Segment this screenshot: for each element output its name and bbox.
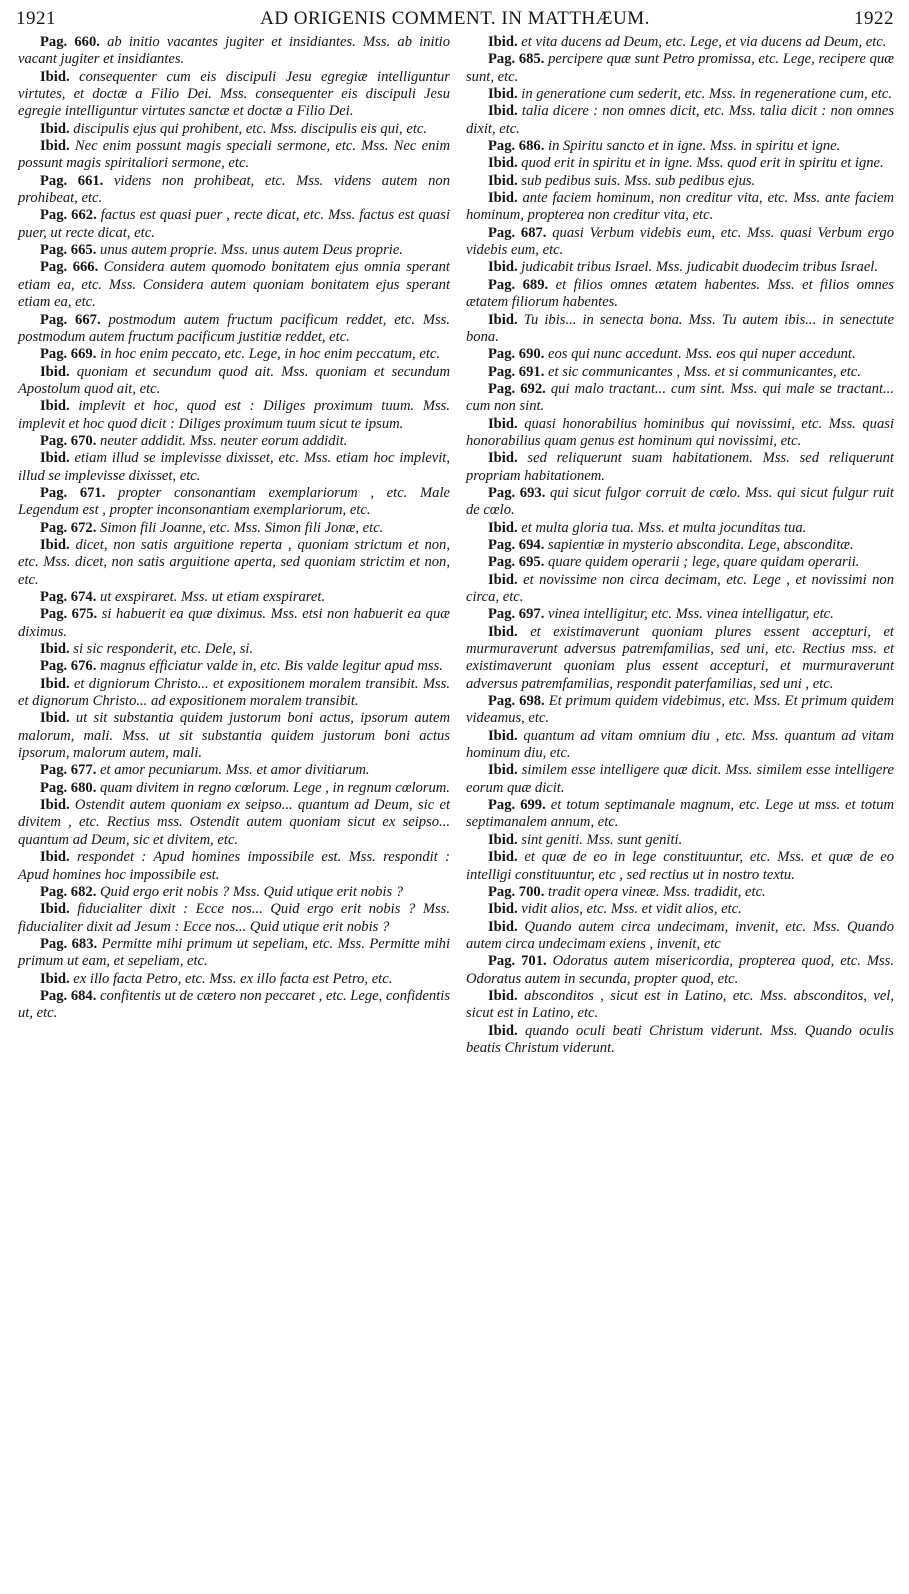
page-reference: Ibid.: [40, 710, 70, 727]
note-text: et sic communicantes , Mss. et si communicantes, etc.: [548, 363, 861, 380]
note-text: quod erit in spiritu et in igne. Mss. quod erit in spiritu et igne.: [521, 155, 884, 172]
note-text: qui malo tractant... cum sint. Mss. qui male se tractant... cum non sint.: [466, 380, 894, 415]
page-reference: Pag. 672.: [40, 519, 97, 536]
note-text: vidit alios, etc. Mss. et vidit alios, etc.: [521, 901, 742, 918]
page-reference: Pag. 680.: [40, 779, 97, 796]
page-reference: Ibid.: [40, 797, 70, 814]
note-text: postmodum autem fructum pacificum reddet, etc. Mss. postmodum autem fructum pacificum justitiæ reddet, etc.: [18, 311, 450, 345]
note-entry: [466, 797, 894, 832]
note-entry: [18, 988, 450, 1023]
note-text: discipulis ejus qui prohibent, etc. Mss. discipulis eis qui, etc.: [73, 120, 428, 137]
page-reference: Pag. 690.: [488, 346, 545, 363]
note-entry: [18, 138, 450, 173]
page-header: [16, 8, 894, 34]
note-text: neuter addidit. Mss. neuter eorum addidit.: [100, 432, 348, 449]
page-reference: Ibid.: [40, 138, 70, 155]
note-entry: [466, 346, 894, 363]
note-text: Nec enim possunt magis speciali sermone, etc. Mss. Nec enim possunt magis spiritaliori sermone, etc.: [18, 138, 450, 172]
page-reference: Ibid.: [488, 34, 518, 50]
note-text: eos qui nunc accedunt. Mss. eos qui nuper accedunt.: [548, 346, 856, 363]
note-text: fiducialiter dixit : Ecce nos... Quid ergo erit nobis ? Mss. fiducialiter dixit ad Jesum : Ecce nos... Quid utique erit nobis ?: [18, 901, 450, 935]
column-number-left: 1921: [16, 8, 56, 29]
note-text: in hoc enim peccato, etc. Lege, in hoc enim peccatum, etc.: [100, 346, 441, 363]
note-entry: [466, 103, 894, 138]
page-reference: Ibid.: [488, 571, 518, 588]
note-text: sapientiæ in mysterio abscondita. Lege, absconditæ.: [548, 536, 854, 553]
note-entry: [466, 554, 894, 571]
page-reference: Pag. 670.: [40, 432, 97, 449]
page-reference: Pag. 674.: [40, 589, 97, 605]
note-text: Considera autem quomodo bonitatem ejus omnia sperant etiam ea, etc. Mss. Considera autem quoniam bonitatem ejus sperant etiam ea, etc.: [18, 259, 450, 311]
running-title: AD ORIGENIS COMMENT. IN MATTHÆUM.: [260, 8, 650, 29]
note-text: vinea intelligitur, etc. Mss. vinea intelligatur, etc.: [548, 606, 834, 623]
note-text: Ostendit autem quoniam ex seipso... quantum ad Deum, sic et divitem , etc. Rectius mss. Ostendit autem quoniam sicut ex seipso... quantum ad Deum, sic et divitem, etc.: [18, 797, 450, 848]
page-reference: Ibid.: [488, 172, 518, 189]
note-text: magnus efficiatur valde in, etc. Bis valde legitur apud mss.: [100, 658, 443, 675]
note-entry: [466, 485, 894, 520]
note-text: confitentis ut de cætero non peccaret , etc. Lege, confidentis ut, etc.: [18, 987, 450, 1022]
page-reference: Pag. 677.: [40, 762, 97, 779]
note-entry: [466, 277, 894, 312]
page-reference: Pag. 660.: [40, 34, 100, 50]
note-text: similem esse intelligere quæ dicit. Mss. similem esse intelligere eorum quæ dicit.: [466, 762, 894, 796]
note-entry: [18, 589, 450, 606]
note-entry: [18, 658, 450, 675]
note-entry: [18, 676, 450, 711]
page-reference: Ibid.: [488, 259, 518, 276]
note-entry: [466, 155, 894, 172]
page-reference: Pag. 669.: [40, 346, 97, 363]
page-reference: Pag. 700.: [488, 883, 545, 900]
note-entry: [18, 69, 450, 121]
page-reference: Pag. 675.: [40, 606, 98, 623]
left-column: [18, 34, 450, 1023]
note-entry: [466, 416, 894, 451]
note-text: et quæ de eo in lege constituuntur, etc. Mss. et quæ de eo intelligi constituuntur, etc , sed rectius ut in nostro textu.: [466, 849, 894, 883]
note-text: et digniorum Christo... et expositionem moralem transibit. Mss. et dignorum Christo... ad expositionem moralem transibit.: [18, 675, 450, 710]
note-text: ex illo facta Petro, etc. Mss. ex illo facta est Petro, etc.: [73, 970, 393, 987]
note-entry: [18, 901, 450, 936]
note-text: et novissime non circa decimam, etc. Lege , et novissimi non circa, etc.: [466, 571, 894, 605]
page-reference: Ibid.: [488, 831, 518, 848]
note-text: consequenter cum eis discipuli Jesu egregiæ intelliguntur virtutes, et doctæ a Filio Dei. Mss. consequenter eis discipuli Jesu egregie intelliguntur virtutes sanctæ et doctæ a Filio Dei.: [18, 68, 450, 120]
page-reference: Pag. 699.: [488, 797, 546, 814]
note-text: sint geniti. Mss. sunt geniti.: [521, 831, 683, 848]
note-text: Simon fili Joanne, etc. Mss. Simon fili Jonæ, etc.: [100, 519, 384, 536]
page-reference: Ibid.: [488, 86, 518, 103]
page-reference: Pag. 687.: [488, 224, 547, 241]
note-text: factus est quasi puer , recte dicat, etc. Mss. factus est quasi puer, ut recte dicat, etc.: [18, 207, 450, 241]
page-reference: Pag. 692.: [488, 380, 546, 397]
note-entry: [18, 364, 450, 399]
note-entry: [466, 884, 894, 901]
note-text: videns non prohibeat, etc. Mss. videns autem non prohibeat, etc.: [18, 172, 450, 207]
note-entry: [18, 121, 450, 138]
page-reference: Ibid.: [488, 519, 518, 536]
note-entry: [18, 520, 450, 537]
note-entry: [466, 225, 894, 260]
note-entry: [466, 572, 894, 607]
page-reference: Pag. 661.: [40, 172, 104, 189]
page-reference: Ibid.: [488, 1022, 518, 1039]
note-entry: [18, 936, 450, 971]
note-text: et vita ducens ad Deum, etc. Lege, et via ducens ad Deum, etc.: [521, 34, 887, 50]
note-entry: [18, 797, 450, 849]
note-entry: [466, 832, 894, 849]
note-text: quasi Verbum videbis eum, etc. Mss. quasi Verbum ergo videbis eum, etc.: [466, 224, 894, 259]
note-entry: [18, 34, 450, 69]
page-reference: Pag. 691.: [488, 363, 545, 380]
column-number-right: 1922: [854, 8, 894, 29]
note-text: judicabit tribus Israel. Mss. judicabit duodecim tribus Israel.: [521, 259, 879, 276]
page-reference: Pag. 667.: [40, 311, 101, 328]
note-text: tradit opera vineæ. Mss. tradidit, etc.: [548, 883, 766, 900]
page-reference: Ibid.: [488, 415, 518, 432]
note-entry: [18, 242, 450, 259]
note-entry: [466, 728, 894, 763]
note-text: absconditos , sicut est in Latino, etc. Mss. absconditos, vel, sicut est in Latino, etc.: [466, 987, 894, 1022]
page-reference: Ibid.: [488, 311, 518, 328]
note-entry: [466, 606, 894, 623]
page-reference: Ibid.: [488, 901, 518, 918]
page-reference: Ibid.: [488, 623, 518, 640]
page-reference: Pag. 694.: [488, 536, 545, 553]
note-entry: [18, 259, 450, 311]
page-reference: Pag. 685.: [488, 51, 545, 68]
note-text: in generatione cum sederit, etc. Mss. in regeneratione cum, etc.: [521, 86, 892, 103]
page-reference: Pag. 684.: [40, 987, 97, 1004]
note-entry: [466, 312, 894, 347]
page-reference: Pag. 665.: [40, 242, 97, 259]
note-entry: [466, 919, 894, 954]
note-entry: [466, 1023, 894, 1058]
note-entry: [466, 51, 894, 86]
note-text: Quando autem circa undecimam, invenit, etc. Mss. Quando autem circa undecimam exiens , invenit, etc: [466, 918, 894, 952]
page-reference: Pag. 698.: [488, 693, 545, 710]
page-reference: Pag. 662.: [40, 207, 97, 224]
page-reference: Pag. 697.: [488, 606, 545, 623]
note-entry: [466, 259, 894, 276]
note-text: quando oculi beati Christum viderunt. Mss. Quando oculis beatis Christum viderunt.: [466, 1022, 894, 1056]
note-entry: [466, 138, 894, 155]
page-reference: Pag. 671.: [40, 484, 106, 501]
note-text: ut sit substantia quidem justorum boni actus, ipsorum autem malorum, mali. Mss. ut sit substantia quidem justorum boni actus ipsorum, malorum autem, mali.: [18, 710, 450, 762]
page-reference: Pag. 695.: [488, 554, 545, 571]
note-text: et existimaverunt quoniam plures essent accepturi, et murmuraverunt adversus patremfamilias, sed uni, etc. Rectius mss. et existimaverunt quoniam plus essent accepturi, et murmuraverunt adversus patremfamilias, respondit paterfamilias, sed uni , etc.: [466, 623, 894, 692]
note-entry: [18, 485, 450, 520]
note-text: unus autem proprie. Mss. unus autem Deus proprie.: [100, 242, 403, 259]
note-entry: [18, 173, 450, 208]
page-reference: Pag. 701.: [488, 953, 547, 970]
note-entry: [466, 450, 894, 485]
note-text: Odoratus autem misericordia, propterea quod, etc. Mss. Odoratus autem in secunda, propter quod, etc.: [466, 953, 894, 987]
note-text: percipere quæ sunt Petro promissa, etc. Lege, recipere quæ sunt, etc.: [466, 51, 894, 85]
note-text: et totum septimanale magnum, etc. Lege ut mss. et totum septimanalem annum, etc.: [466, 797, 894, 831]
note-entry: [18, 710, 450, 762]
note-text: et multa gloria tua. Mss. et multa jocunditas tua.: [521, 519, 807, 536]
page-reference: Ibid.: [40, 68, 70, 85]
right-column: [466, 34, 894, 1057]
note-entry: [466, 34, 894, 51]
page-reference: Ibid.: [40, 970, 70, 987]
note-entry: [466, 953, 894, 988]
note-entry: [466, 849, 894, 884]
note-entry: [18, 884, 450, 901]
page-reference: Ibid.: [488, 450, 518, 467]
note-entry: [466, 901, 894, 918]
note-text: respondet : Apud homines impossibile est. Mss. respondit : Apud homines hoc impossibile est.: [18, 849, 450, 883]
note-entry: [466, 762, 894, 797]
note-text: quoniam et secundum quod ait. Mss. quoniam et secundum Apostolum quod ait, etc.: [18, 363, 450, 397]
note-entry: [18, 312, 450, 347]
note-text: et amor pecuniarum. Mss. et amor divitiarum.: [100, 762, 370, 779]
page-reference: Pag. 682.: [40, 883, 97, 900]
note-entry: [466, 988, 894, 1023]
note-text: etiam illud se implevisse dixisset, etc. Mss. etiam hoc implevit, illud se implevisse dixisset, etc.: [18, 450, 450, 484]
note-text: in Spiritu sancto et in igne. Mss. in spiritu et igne.: [548, 138, 841, 155]
page-reference: Ibid.: [40, 849, 70, 866]
page-reference: Ibid.: [488, 155, 518, 172]
note-entry: [18, 346, 450, 363]
page-reference: Ibid.: [40, 675, 70, 692]
note-text: ab initio vacantes jugiter et insidiantes. Mss. ab initio vacant jugiter et insidiantes.: [18, 34, 450, 68]
page-reference: Ibid.: [40, 641, 70, 658]
note-text: talia dicere : non omnes dicit, etc. Mss. talia dicit : non omnes dixit, etc.: [466, 103, 894, 137]
page-reference: Ibid.: [40, 398, 70, 415]
page-reference: Ibid.: [488, 987, 518, 1004]
page-reference: Ibid.: [488, 190, 518, 207]
note-entry: [18, 849, 450, 884]
page-reference: Ibid.: [40, 120, 70, 137]
note-entry: [18, 971, 450, 988]
note-entry: [18, 450, 450, 485]
note-entry: [466, 520, 894, 537]
note-text: Tu ibis... in senecta bona. Mss. Tu autem ibis... in senectute bona.: [466, 311, 894, 345]
note-text: dicet, non satis arguitione reperta , quoniam strictum et non, etc. Mss. dicet, non satis arguitione aperta, sed quoniam strictim et non, etc.: [18, 536, 450, 588]
page-reference: Pag. 683.: [40, 935, 98, 952]
page-reference: Pag. 689.: [488, 276, 549, 293]
note-entry: [18, 433, 450, 450]
note-entry: [466, 173, 894, 190]
note-text: qui sicut fulgor corruit de cœlo. Mss. qui sicut fulgur ruit de cœlo.: [466, 484, 894, 519]
note-text: quantum ad vitam omnium diu , etc. Mss. quantum ad vitam hominum diu, etc.: [466, 727, 894, 762]
note-entry: [466, 624, 894, 693]
note-text: et filios omnes ætatem habentes. Mss. et filios omnes ætatem filiorum habentes.: [466, 276, 894, 311]
note-text: implevit et hoc, quod est : Diliges proximum tuum. Mss. implevit et hoc quod dicit : Diliges proximum tuum sicut te ipsum.: [18, 398, 451, 432]
note-entry: [18, 398, 450, 433]
page-reference: Ibid.: [40, 536, 70, 553]
page-reference: Pag. 686.: [488, 138, 545, 155]
note-text: quam divitem in regno cœlorum. Lege , in regnum cœlorum.: [100, 779, 450, 796]
note-entry: [466, 86, 894, 103]
note-entry: [18, 207, 450, 242]
note-text: ut exspiraret. Mss. ut etiam exspiraret.: [100, 589, 326, 605]
note-text: si sic responderit, etc. Dele, si.: [73, 641, 254, 658]
note-entry: [18, 641, 450, 658]
page-reference: Pag. 666.: [40, 259, 99, 276]
page-reference: Ibid.: [488, 918, 518, 935]
note-text: Et primum quidem videbimus, etc. Mss. Et primum quidem videamus, etc.: [466, 693, 894, 727]
note-text: Quid ergo erit nobis ? Mss. Quid utique erit nobis ?: [100, 883, 404, 900]
note-text: quare quidem operarii ; lege, quare quidam operarii.: [548, 554, 860, 571]
note-entry: [18, 780, 450, 797]
page-reference: Ibid.: [488, 727, 518, 744]
note-entry: [466, 693, 894, 728]
note-text: sed reliquerunt suam habitationem. Mss. sed reliquerunt propriam habitationem.: [466, 450, 894, 484]
page-reference: Ibid.: [488, 849, 518, 866]
page-reference: Pag. 676.: [40, 658, 97, 675]
page-reference: Ibid.: [40, 363, 70, 380]
note-entry: [466, 364, 894, 381]
page-reference: Ibid.: [40, 450, 70, 467]
note-entry: [466, 381, 894, 416]
note-entry: [466, 537, 894, 554]
note-text: quasi honorabilius hominibus qui novissimi, etc. Mss. quasi honorabilius quam genus est hominum qui novissimi, etc.: [466, 415, 894, 449]
note-text: ante faciem hominum, non creditur vita, etc. Mss. ante faciem hominum, propterea non creditur vita, etc.: [466, 190, 895, 224]
note-text: sub pedibus suis. Mss. sub pedibus ejus.: [521, 172, 756, 189]
note-entry: [466, 190, 894, 225]
page-reference: Pag. 693.: [488, 484, 546, 501]
page-reference: Ibid.: [40, 901, 70, 918]
page-reference: Ibid.: [488, 103, 518, 120]
note-entry: [18, 762, 450, 779]
note-text: si habuerit ea quæ diximus. Mss. etsi non habuerit ea quæ diximus.: [18, 606, 450, 640]
page-reference: Ibid.: [488, 762, 518, 779]
note-entry: [18, 537, 450, 589]
note-text: propter consonantiam exemplariorum , etc. Male Legendum est , propter inconsonantiam exemplariorum, etc.: [18, 484, 450, 519]
note-text: Permitte mihi primum ut sepeliam, etc. Mss. Permitte mihi primum ut eam, et sepeliam, etc.: [18, 935, 450, 970]
note-entry: [18, 606, 450, 641]
